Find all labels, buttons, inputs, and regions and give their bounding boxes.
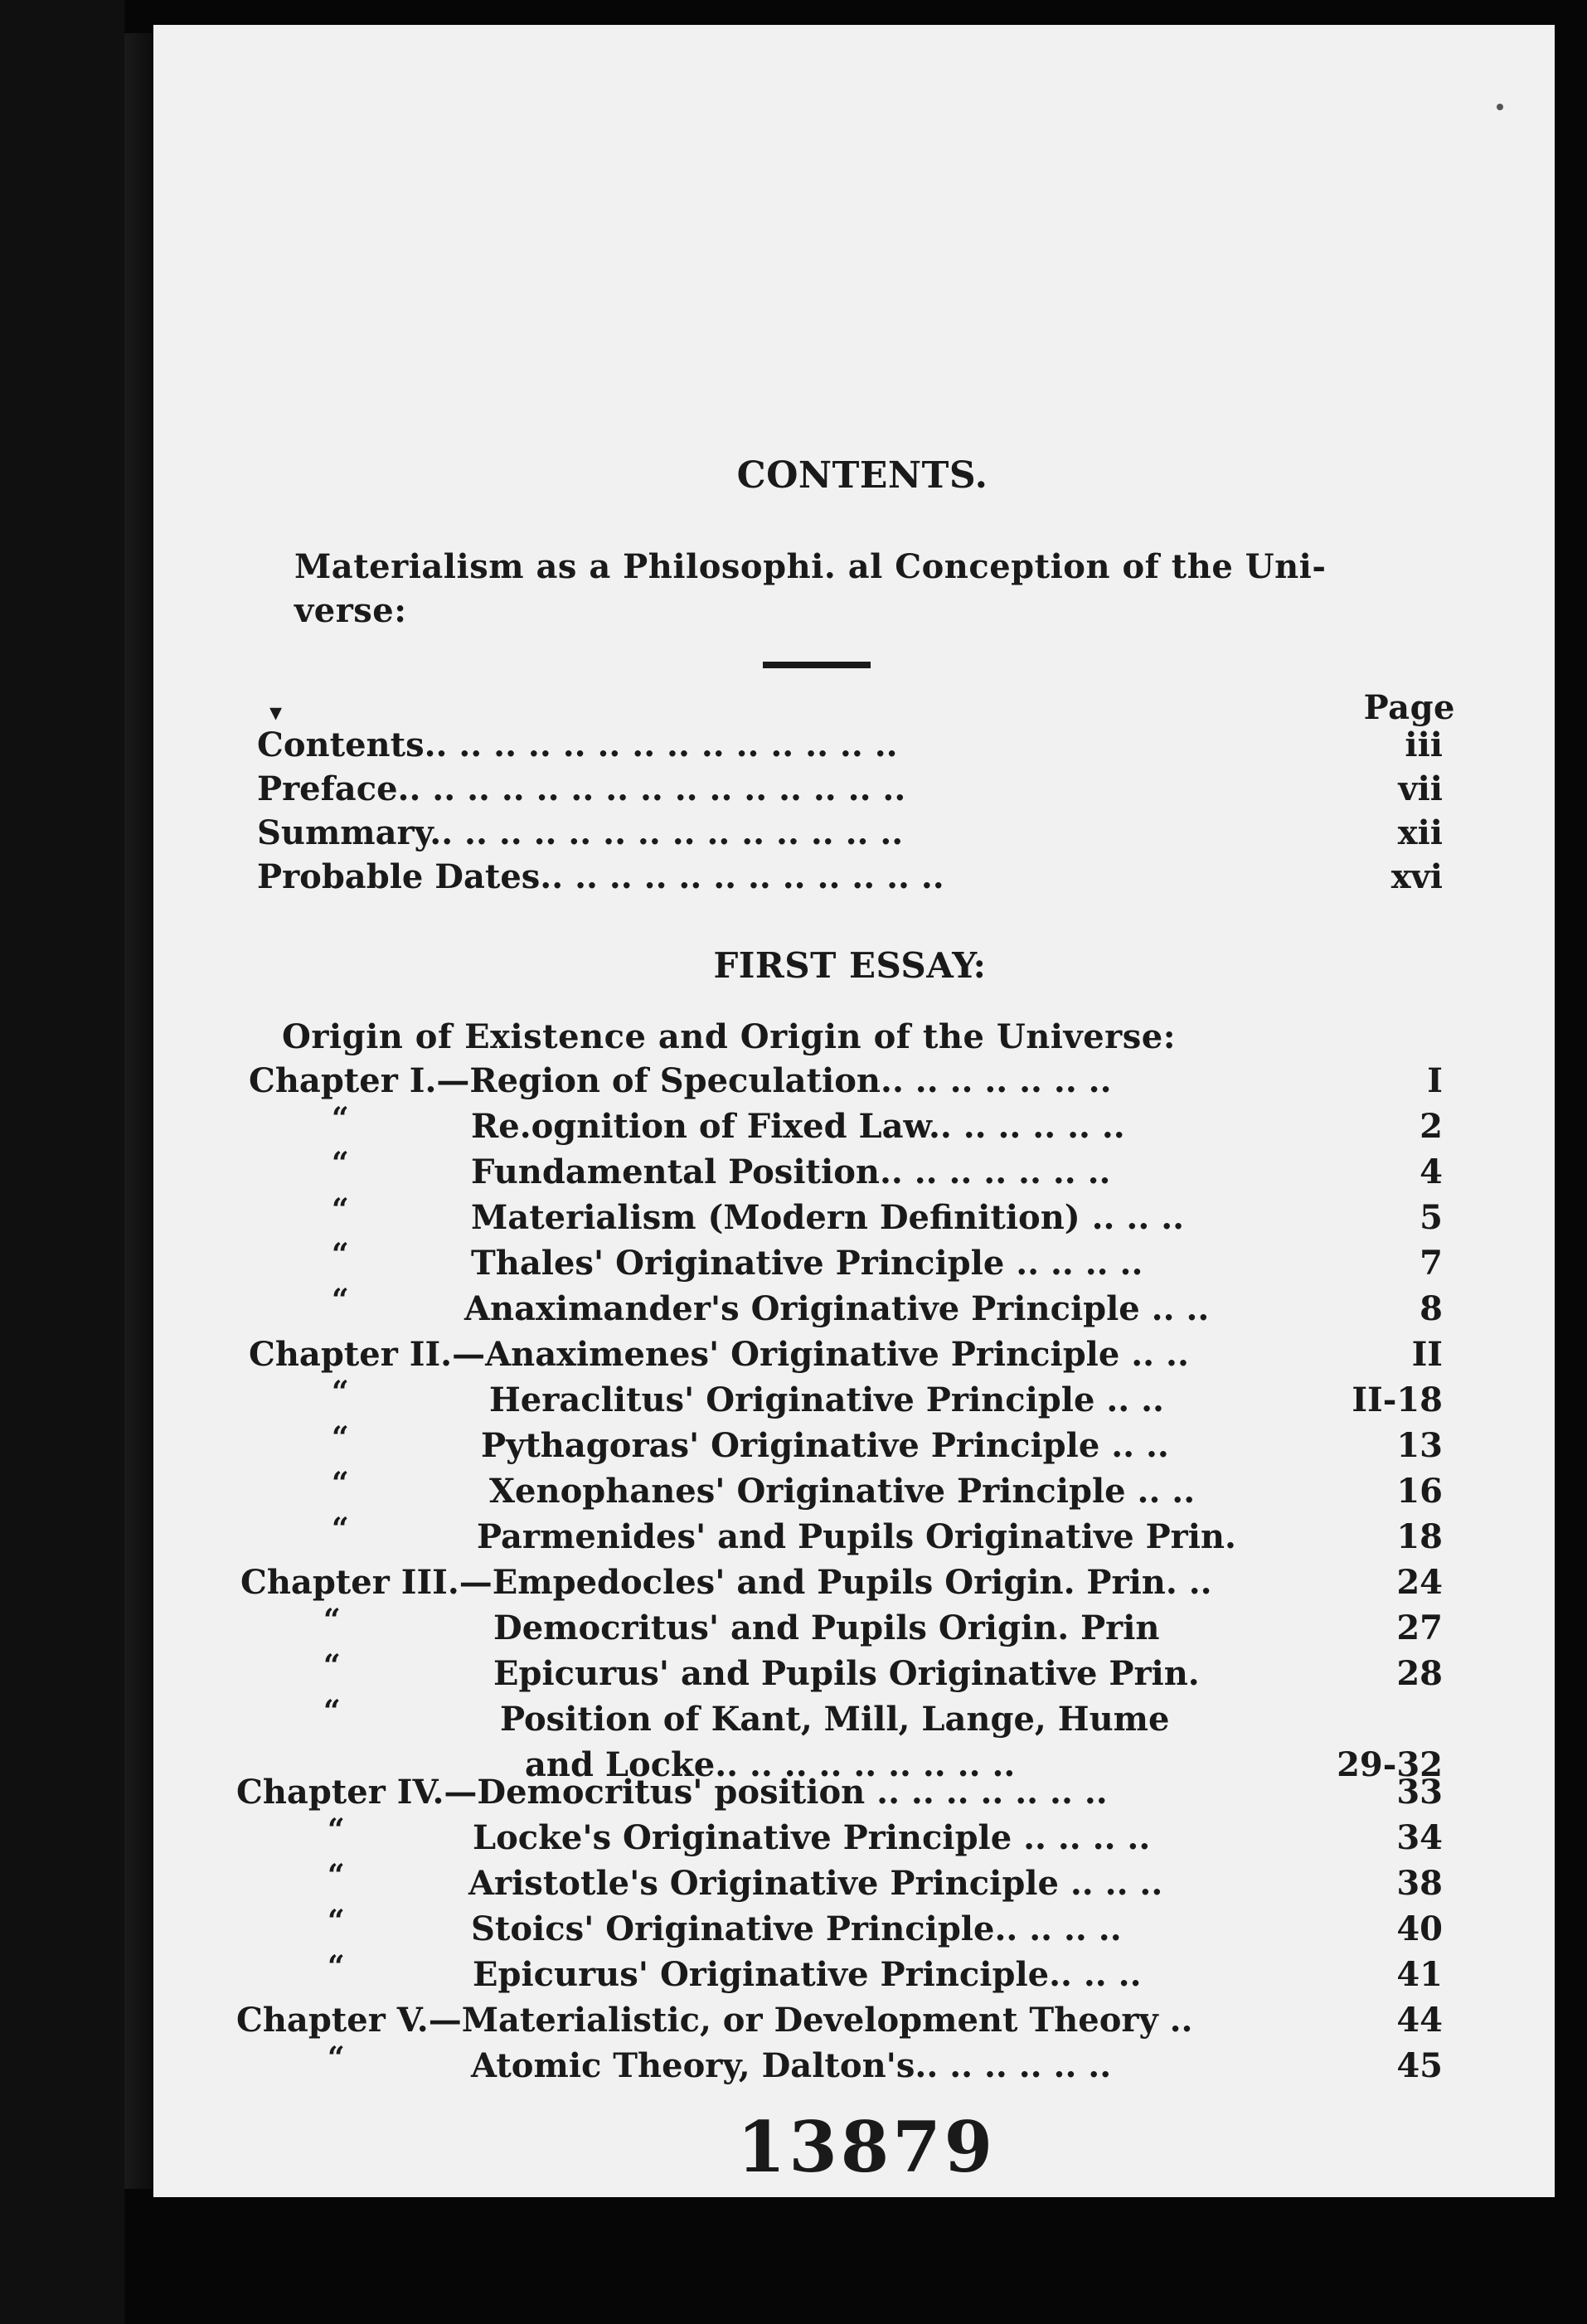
ditto-mark: “ [323, 1648, 341, 1683]
toc-entry-page: 7 [1420, 1244, 1443, 1283]
toc-entry-label: Epicurus' Originative Principle.. .. .. [473, 1955, 1142, 1994]
toc-row [493, 1654, 1443, 1696]
toc-row [236, 1773, 1443, 1814]
ditto-mark: “ [328, 1858, 345, 1893]
toc-row [257, 813, 1447, 855]
toc-row [489, 1380, 1443, 1422]
toc-entry-label: Democritus' and Pupils Origin. Prin [493, 1608, 1160, 1647]
toc-entry-label: Chapter IV.—Democritus' position .. .. .. .. .. .. .. [236, 1773, 1108, 1812]
toc-entry-label: Probable Dates.. .. .. .. .. .. .. .. .. .. .. .. [257, 857, 944, 896]
toc-entry-label: Chapter V.—Materialistic, or Development Theory .. [236, 2001, 1193, 2040]
divider-rule [763, 662, 871, 668]
toc-entry-page: 5 [1420, 1198, 1443, 1237]
ditto-mark: “ [328, 2040, 345, 2075]
toc-entry-label: Chapter I.—Region of Speculation.. .. .. .. .. .. .. [249, 1061, 1112, 1100]
toc-row [493, 1608, 1443, 1650]
toc-entry-page: 33 [1396, 1773, 1443, 1812]
toc-row [477, 1517, 1443, 1559]
toc-row [236, 2001, 1443, 2042]
toc-entry-page: 28 [1396, 1654, 1443, 1693]
toc-entry-label: Materialism (Modern Definition) .. .. .. [471, 1198, 1185, 1237]
toc-row [257, 857, 1447, 899]
bullet-mark: ▾ [269, 698, 283, 727]
toc-entry-label: Epicurus' and Pupils Originative Prin. [493, 1654, 1200, 1693]
toc-entry-page: 41 [1396, 1955, 1443, 1994]
toc-entry-page: 38 [1396, 1864, 1443, 1903]
toc-entry-page: II [1411, 1335, 1443, 1374]
toc-row [464, 1289, 1443, 1331]
toc-entry-page: 27 [1396, 1608, 1443, 1647]
toc-entry-page: 44 [1396, 2001, 1443, 2040]
toc-entry-label: Atomic Theory, Dalton's.. .. .. .. .. .. [471, 2046, 1112, 2085]
toc-entry-label: Heraclitus' Originative Principle .. .. [489, 1380, 1164, 1419]
ditto-mark: “ [332, 1420, 349, 1455]
toc-entry-label: Aristotle's Originative Principle .. .. .. [468, 1864, 1163, 1903]
ditto-mark: “ [332, 1511, 349, 1546]
section-subtitle: Origin of Existence and Origin of the Universe: [282, 1017, 1176, 1056]
toc-entry-label: Pythagoras' Originative Principle .. .. [481, 1426, 1169, 1465]
toc-row [471, 2046, 1443, 2088]
ditto-mark: “ [332, 1101, 349, 1136]
toc-entry-page: 34 [1396, 1818, 1443, 1857]
toc-entry-label: Thales' Originative Principle .. .. .. .. [471, 1244, 1143, 1283]
toc-entry-label: Position of Kant, Mill, Lange, Hume [500, 1700, 1170, 1739]
ditto-mark: “ [332, 1146, 349, 1181]
facing-page-edge [124, 33, 158, 2189]
toc-entry-page: 18 [1396, 1517, 1443, 1556]
toc-entry-label: Chapter II.—Anaximenes' Originative Principle .. .. [249, 1335, 1189, 1374]
toc-entry-label: Summary.. .. .. .. .. .. .. .. .. .. .. .. .. .. [257, 813, 904, 852]
ditto-mark: “ [328, 1949, 345, 1984]
toc-row [473, 1818, 1443, 1860]
toc-row [471, 1198, 1443, 1240]
toc-row [489, 1472, 1443, 1513]
toc-entry-label: Chapter III.—Empedocles' and Pupils Origin. Prin. .. [240, 1563, 1212, 1602]
intro-line-1: Materialism as a Philosophi. al Conception of the Uni- [294, 547, 1327, 586]
toc-entry-label: Fundamental Position.. .. .. .. .. .. .. [471, 1152, 1111, 1191]
ditto-mark: “ [332, 1192, 349, 1227]
toc-row [500, 1700, 1443, 1741]
toc-row [471, 1909, 1443, 1951]
toc-entry-page: 4 [1420, 1152, 1443, 1191]
toc-entry-label: Stoics' Originative Principle.. .. .. .. [471, 1909, 1122, 1948]
toc-entry-label: and Locke.. .. .. .. .. .. .. .. .. [525, 1745, 1016, 1784]
ditto-mark: “ [332, 1237, 349, 1272]
ditto-mark: “ [323, 1603, 341, 1637]
toc-entry-page: II-18 [1352, 1380, 1443, 1419]
toc-entry-page: 40 [1396, 1909, 1443, 1948]
toc-entry-page: I [1427, 1061, 1443, 1100]
toc-entry-page: iii [1405, 725, 1443, 764]
toc-row [473, 1955, 1443, 1997]
ditto-mark: “ [332, 1375, 349, 1409]
toc-entry-label: Xenophanes' Originative Principle .. .. [489, 1472, 1196, 1511]
toc-entry-page: 29-32 [1337, 1745, 1443, 1784]
toc-entry-label: Preface.. .. .. .. .. .. .. .. .. .. .. .. .. .. .. [257, 769, 906, 808]
toc-row [471, 1244, 1443, 1285]
toc-row [257, 769, 1447, 811]
toc-row [249, 1335, 1443, 1376]
ditto-mark: “ [328, 1812, 345, 1847]
toc-entry-label: Locke's Originative Principle .. .. .. .. [473, 1818, 1151, 1857]
toc-entry-page: 13 [1396, 1426, 1443, 1465]
toc-row [249, 1061, 1443, 1103]
toc-entry-page: vii [1398, 769, 1443, 808]
ditto-mark: “ [332, 1283, 349, 1317]
section-title: FIRST ESSAY: [713, 945, 987, 986]
toc-entry-page: 8 [1420, 1289, 1443, 1328]
toc-entry-label: Parmenides' and Pupils Originative Prin. [477, 1517, 1236, 1556]
toc-row [481, 1426, 1443, 1468]
toc-row [257, 725, 1447, 767]
scan-speck [1497, 104, 1503, 110]
toc-entry-page: 16 [1396, 1472, 1443, 1511]
page-column-heading: Page [1363, 688, 1455, 727]
book-binding [0, 0, 124, 2324]
toc-row [240, 1563, 1443, 1604]
toc-entry-page: 24 [1396, 1563, 1443, 1602]
toc-entry-page: xii [1397, 813, 1443, 852]
ditto-mark: “ [328, 1904, 345, 1938]
toc-row [471, 1152, 1443, 1194]
page-title: CONTENTS. [736, 454, 988, 497]
toc-entry-label: Re.ognition of Fixed Law.. .. .. .. .. .. [471, 1107, 1125, 1146]
ditto-mark: “ [323, 1694, 341, 1729]
ditto-mark: “ [332, 1466, 349, 1501]
toc-entry-page: 45 [1396, 2046, 1443, 2085]
toc-entry-page: 2 [1420, 1107, 1443, 1146]
toc-row [468, 1864, 1443, 1905]
toc-row [471, 1107, 1443, 1148]
intro-line-2: verse: [294, 591, 407, 630]
accession-number-stamp: 13879 [736, 2106, 997, 2188]
toc-entry-label: Contents.. .. .. .. .. .. .. .. .. .. .. .. .. .. [257, 725, 898, 764]
document-page [153, 25, 1555, 2197]
toc-entry-page: xvi [1390, 857, 1443, 896]
toc-entry-label: Anaximander's Originative Principle .. .. [464, 1289, 1210, 1328]
